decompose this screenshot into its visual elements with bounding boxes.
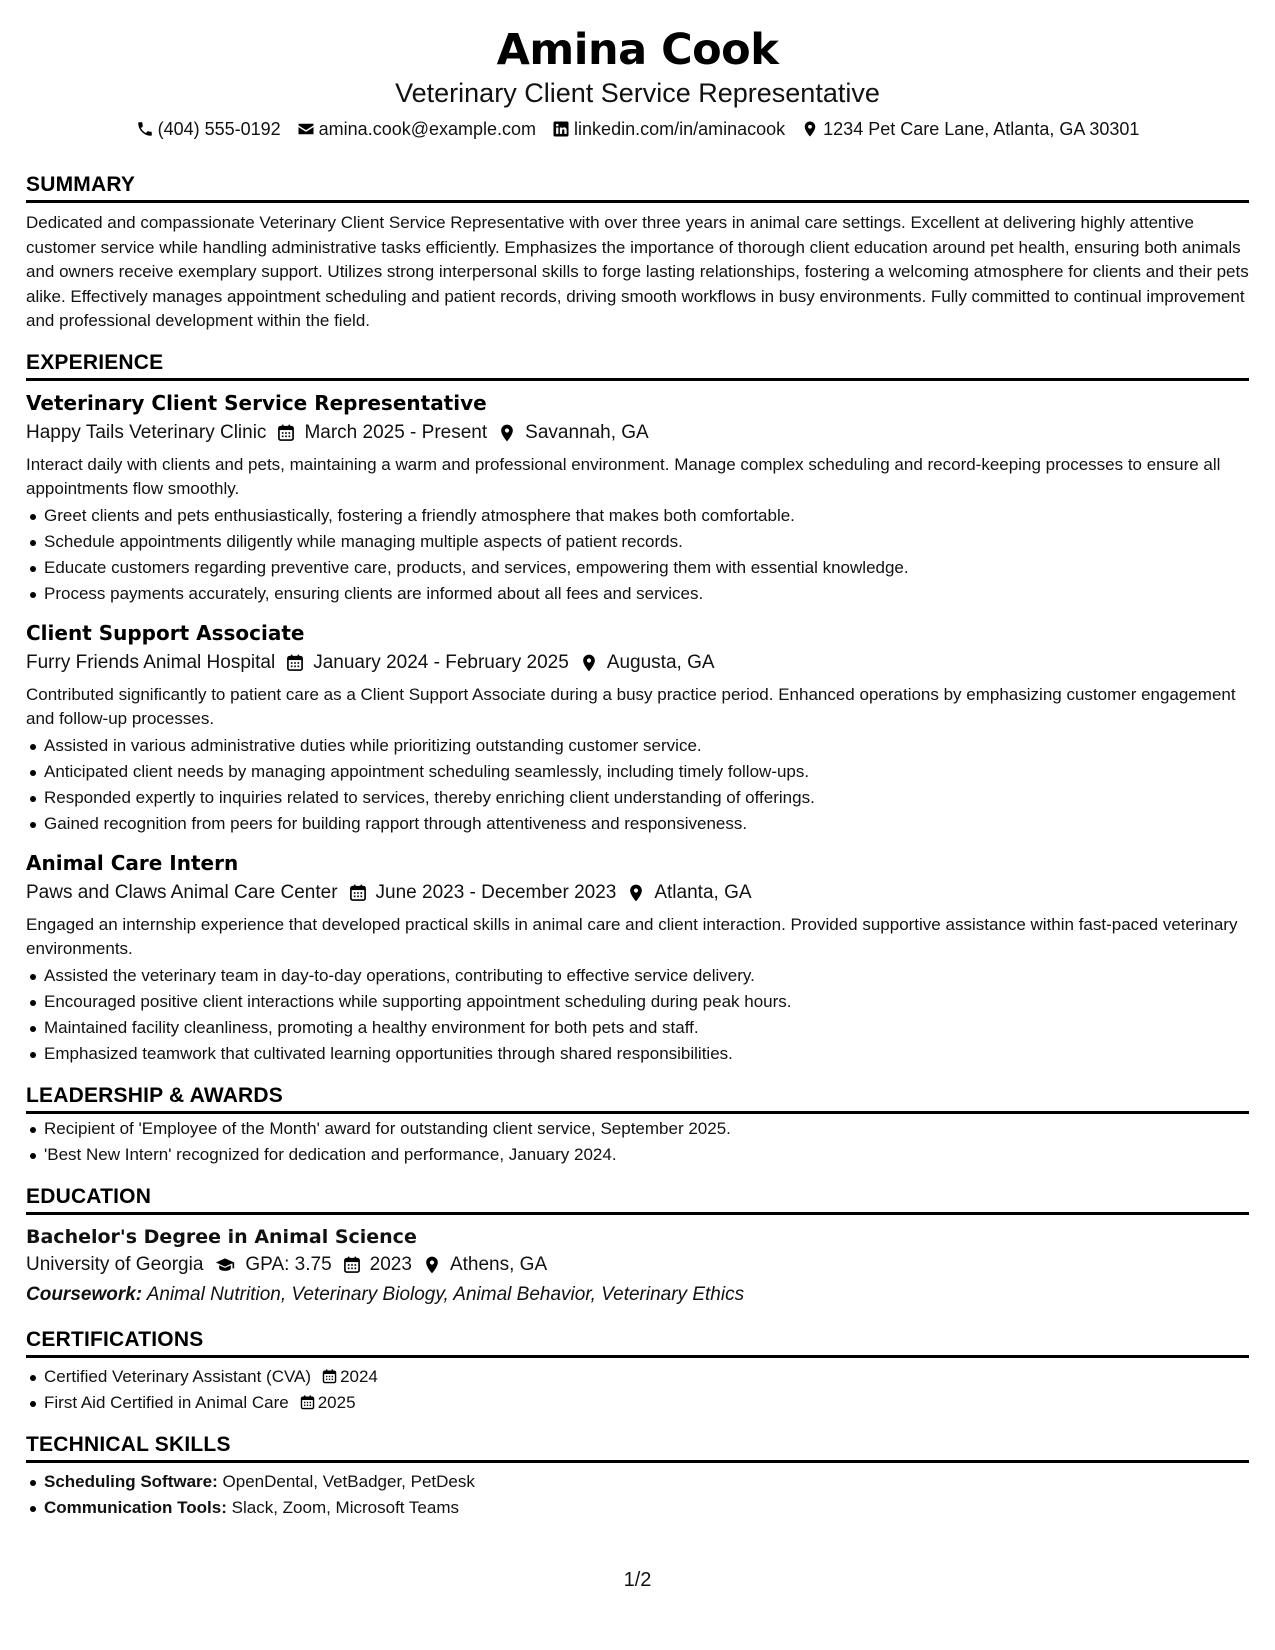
contact-linkedin[interactable] — [552, 116, 785, 142]
cert-entry — [44, 1390, 1249, 1416]
cert-year-group — [299, 1390, 356, 1416]
job-description: Engaged an internship experience that developed practical skills in animal care and client interaction. Provided supportive assistance within fast-paced veterinary environments. — [26, 914, 1238, 958]
job-location-group — [579, 649, 715, 677]
map-pin-icon — [579, 653, 599, 673]
calendar-icon — [348, 883, 368, 903]
page-number: 1/2 — [623, 1569, 652, 1591]
job-location-group — [497, 419, 649, 447]
list-item — [26, 1469, 1249, 1495]
job-dates: March 2025 - Present — [304, 421, 488, 443]
section-title-summary: SUMMARY — [26, 172, 1249, 203]
contact-email[interactable] — [297, 116, 536, 142]
coursework-line — [26, 1281, 1249, 1309]
phone-icon — [136, 120, 154, 138]
job-bullets — [26, 963, 1249, 1067]
edu-location: Athens, GA — [449, 1253, 548, 1275]
phone-text: (404) 555-0192 — [157, 119, 281, 139]
cert-entry — [44, 1364, 1249, 1390]
job-dates: January 2024 - February 2025 — [313, 651, 569, 673]
job-location: Atlanta, GA — [654, 881, 752, 903]
list-item: Greet clients and pets enthusiastically, fostering a friendly atmosphere that makes both comfortable. — [26, 503, 1249, 529]
job-org: Paws and Claws Animal Care Center — [26, 881, 338, 903]
skill-label: Scheduling Software: — [44, 1471, 218, 1491]
skills-section — [26, 1432, 1249, 1521]
list-item: Educate customers regarding preventive care, products, and services, empowering them with essential knowledge. — [26, 555, 1249, 581]
map-pin-icon — [497, 423, 517, 443]
list-item: Process payments accurately, ensuring clients are informed about all fees and services. — [26, 581, 1249, 607]
list-item — [26, 1495, 1249, 1521]
experience-section — [26, 350, 1249, 1067]
list-item: Gained recognition from peers for building rapport through attentiveness and responsiveness. — [26, 811, 1249, 837]
school-name: University of Georgia — [26, 1253, 204, 1275]
coursework-label: Coursework: — [26, 1283, 143, 1305]
job-title: Client Support Associate — [26, 620, 305, 645]
job-org: Furry Friends Animal Hospital — [26, 651, 276, 673]
job-meta — [26, 419, 1249, 447]
resume-header — [26, 0, 1249, 142]
job-dates-group — [276, 419, 487, 447]
list-item: Emphasized teamwork that cultivated learning opportunities through shared responsibilities. — [26, 1041, 1249, 1067]
job-entry — [26, 849, 1249, 1067]
coursework-text: Animal Nutrition, Veterinary Biology, Animal Behavior, Veterinary Ethics — [146, 1283, 745, 1305]
job-bullets — [26, 503, 1249, 607]
job-meta — [26, 649, 1249, 677]
calendar-icon — [276, 423, 296, 443]
contact-address — [801, 116, 1139, 142]
list-item: Encouraged positive client interactions while supporting appointment scheduling during peak hours. — [26, 989, 1249, 1015]
email-text: amina.cook@example.com — [318, 119, 537, 139]
job-bullets — [26, 733, 1249, 837]
list-item: 'Best New Intern' recognized for dedication and performance, January 2024. — [26, 1142, 1249, 1168]
calendar-icon — [285, 653, 305, 673]
job-location: Augusta, GA — [606, 651, 715, 673]
certifications-section — [26, 1327, 1249, 1416]
job-dates: June 2023 - December 2023 — [375, 881, 617, 903]
edu-location-group — [422, 1251, 547, 1279]
section-title-certifications: CERTIFICATIONS — [26, 1327, 1249, 1358]
gpa-group — [213, 1251, 331, 1279]
job-dates-group — [348, 879, 617, 907]
education-section — [26, 1184, 1249, 1309]
job-title: Animal Care Intern — [26, 850, 239, 875]
address-text: 1234 Pet Care Lane, Atlanta, GA 30301 — [823, 119, 1140, 139]
list-item: Maintained facility cleanliness, promoting a healthy environment for both pets and staff. — [26, 1015, 1249, 1041]
calendar-icon — [299, 1394, 316, 1411]
certifications-list — [26, 1364, 1249, 1416]
candidate-role: Veterinary Client Service Representative — [395, 78, 880, 108]
awards-list — [26, 1116, 1249, 1168]
list-item: Recipient of 'Employee of the Month' award for outstanding client service, September 2025. — [26, 1116, 1249, 1142]
section-title-awards: LEADERSHIP & AWARDS — [26, 1083, 1249, 1114]
map-pin-icon — [801, 120, 819, 138]
map-pin-icon — [626, 883, 646, 903]
map-pin-icon — [422, 1255, 442, 1275]
skill-value: OpenDental, VetBadger, PetDesk — [222, 1471, 475, 1491]
cert-year: 2024 — [340, 1366, 378, 1386]
education-meta — [26, 1251, 1249, 1279]
job-description: Interact daily with clients and pets, maintaining a warm and professional environment. Manage complex scheduling and record-keeping processes to ensure all appointments flow smoothly. — [26, 454, 1221, 498]
job-entry — [26, 619, 1249, 837]
graduation-cap-icon — [213, 1255, 237, 1275]
cert-name: Certified Veterinary Assistant (CVA) — [44, 1366, 312, 1386]
envelope-icon — [297, 120, 315, 138]
contact-bar — [26, 116, 1249, 142]
calendar-icon — [321, 1368, 338, 1385]
job-dates-group — [285, 649, 569, 677]
job-entry — [26, 389, 1249, 607]
list-item: Assisted the veterinary team in day-to-day operations, contributing to effective service delivery. — [26, 963, 1249, 989]
edu-year: 2023 — [369, 1253, 412, 1275]
calendar-icon — [342, 1255, 362, 1275]
cert-name: First Aid Certified in Animal Care — [44, 1392, 289, 1412]
section-title-education: EDUCATION — [26, 1184, 1249, 1215]
summary-text: Dedicated and compassionate Veterinary Client Service Representative with over three years in animal care settings. Excellent at delivering highly attentive customer service while handling administrative tasks efficiently. Emphasizes the importance of thorough client education around pet health, ensuring both animals and owners receive exemplary support. Utilizes strong interpersonal skills to forge lasting relationships, fostering a welcoming atmosphere for clients and their pets alike. Effectively manages appointment scheduling and patient records, driving smooth workflows in busy environments. Fully committed to continual improvement and professional development within the field. — [26, 213, 1249, 330]
linkedin-text: linkedin.com/in/aminacook — [574, 119, 786, 139]
contact-phone[interactable] — [136, 116, 281, 142]
cert-year-group — [321, 1364, 378, 1390]
job-title: Veterinary Client Service Representative — [26, 390, 487, 415]
list-item: Assisted in various administrative duties while prioritizing outstanding customer service. — [26, 733, 1249, 759]
linkedin-icon — [552, 120, 570, 138]
job-org: Happy Tails Veterinary Clinic — [26, 421, 267, 443]
job-description: Contributed significantly to patient care as a Client Support Associate during a busy practice period. Enhanced operations by emphasizing customer engagement and follow-up processes. — [26, 684, 1236, 728]
degree-title: Bachelor's Degree in Animal Science — [26, 1225, 417, 1248]
cert-year: 2025 — [317, 1392, 356, 1412]
list-item: Responded expertly to inquiries related to services, thereby enriching client understanding of offerings. — [26, 785, 1249, 811]
candidate-name: Amina Cook — [496, 25, 779, 75]
job-meta — [26, 879, 1249, 907]
section-title-skills: TECHNICAL SKILLS — [26, 1432, 1249, 1463]
summary-section — [26, 172, 1249, 334]
list-item — [26, 1390, 1249, 1416]
job-location: Savannah, GA — [525, 421, 649, 443]
list-item — [26, 1364, 1249, 1390]
awards-section — [26, 1083, 1249, 1168]
list-item: Schedule appointments diligently while managing multiple aspects of patient records. — [26, 529, 1249, 555]
gpa-text: GPA: 3.75 — [245, 1253, 332, 1275]
skill-value: Slack, Zoom, Microsoft Teams — [231, 1497, 459, 1517]
section-title-experience: EXPERIENCE — [26, 350, 1249, 381]
list-item: Anticipated client needs by managing appointment scheduling seamlessly, including timely follow-ups. — [26, 759, 1249, 785]
skill-label: Communication Tools: — [44, 1497, 227, 1517]
skills-list — [26, 1469, 1249, 1521]
job-location-group — [626, 879, 751, 907]
edu-year-group — [342, 1251, 412, 1279]
